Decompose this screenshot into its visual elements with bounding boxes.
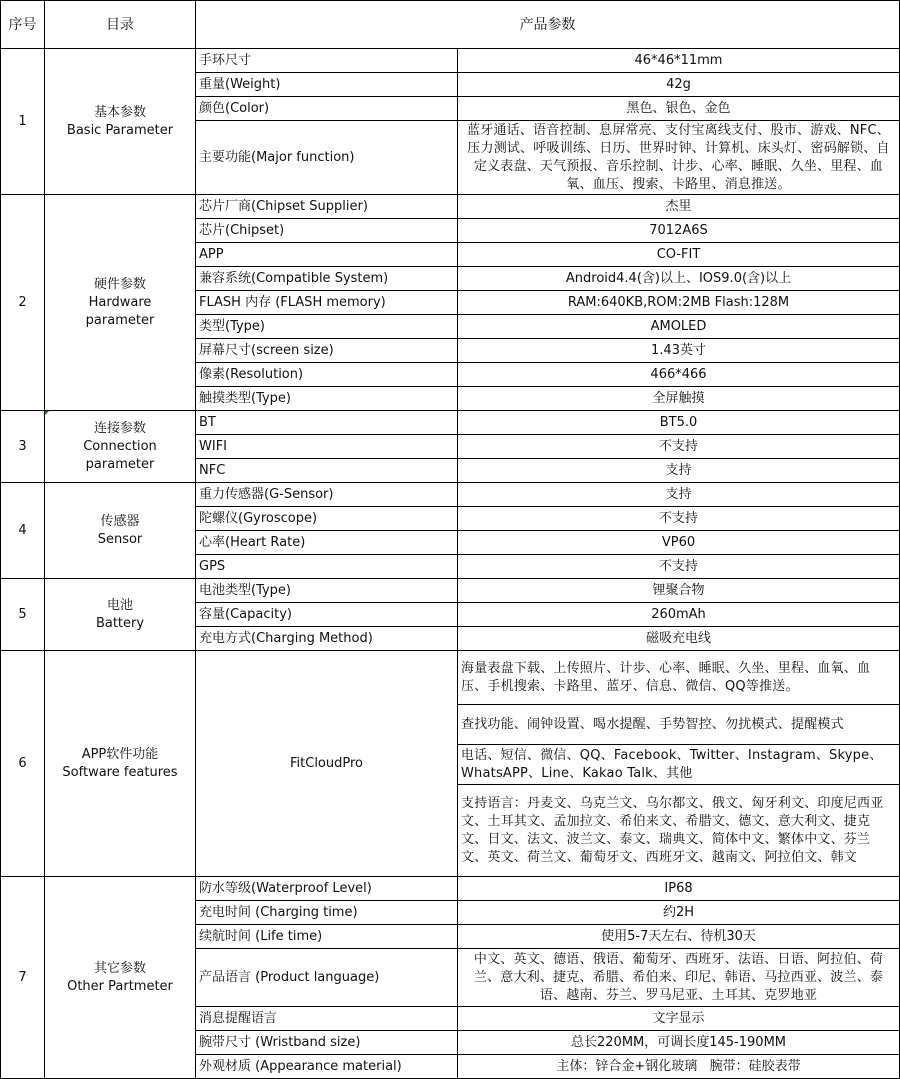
param-value: VP60 [458, 531, 900, 555]
param-label: BT [196, 411, 458, 435]
param-label: 兼容系统(Compatible System) [196, 267, 458, 291]
category-cn: 连接参数 [93, 420, 146, 436]
param-value: IP68 [458, 877, 900, 901]
section-category [45, 651, 196, 877]
category-en: Sensor [97, 531, 143, 547]
param-label: GPS [196, 555, 458, 579]
param-value: 锂聚合物 [458, 579, 900, 603]
param-value: 中文、英文、德语、俄语、葡萄牙、西班牙、法语、日语、阿拉伯、荷兰、意大利、捷克、希腊、希伯来、印尼、韩语、马拉西亚、波兰、泰语、越南、芬兰、罗马尼亚、土耳其、克罗地亚 [458, 949, 900, 1007]
param-label: 防水等级(Waterproof Level) [196, 877, 458, 901]
header-col-no: 序号 [1, 1, 45, 49]
param-label: 心率(Heart Rate) [196, 531, 458, 555]
param-label: 续航时间 (Life time) [196, 925, 458, 949]
param-value: 主体：锌合金+钢化玻璃 腕带：硅胶表带 [458, 1055, 900, 1079]
category-cn: APP软件功能 [81, 746, 159, 762]
app-feature: 电话、短信、微信、QQ、Facebook、Twitter、Instagram、Skype、WhatsAPP、Line、Kakao Talk、其他 [458, 745, 900, 785]
param-label: APP [196, 243, 458, 267]
category-cn: 其它参数 [93, 960, 146, 976]
param-value: 文字显示 [458, 1007, 900, 1031]
param-label: 屏幕尺寸(screen size) [196, 339, 458, 363]
param-value: RAM:640KB,ROM:2MB Flash:128M [458, 291, 900, 315]
param-value: 42g [458, 73, 900, 97]
section-no: 4 [1, 483, 45, 579]
param-value: 约2H [458, 901, 900, 925]
param-value: 杰里 [458, 195, 900, 219]
param-label: 像素(Resolution) [196, 363, 458, 387]
category-cn: 硬件参数 [93, 276, 146, 292]
param-value: 黑色、银色、金色 [458, 97, 900, 121]
param-label: 电池类型(Type) [196, 579, 458, 603]
param-label: 芯片(Chipset) [196, 219, 458, 243]
section-category [45, 483, 196, 579]
category-en: Basic Parameter [66, 122, 174, 138]
param-value: 不支持 [458, 555, 900, 579]
param-label: 主要功能(Major function) [196, 121, 458, 195]
param-value: CO-FIT [458, 243, 900, 267]
category-en: Other Partmeter [67, 978, 173, 994]
header-col-params: 产品参数 [196, 1, 900, 49]
category-en: Software features [62, 764, 178, 780]
param-value: 不支持 [458, 507, 900, 531]
param-label: 颜色(Color) [196, 97, 458, 121]
category-en: Connection [83, 438, 157, 454]
param-value: 全屏触摸 [458, 387, 900, 411]
param-label: 容量(Capacity) [196, 603, 458, 627]
section-no: 1 [1, 49, 45, 195]
section-category [45, 49, 196, 195]
param-value: 支持 [458, 459, 900, 483]
param-value: 46*46*11mm [458, 49, 900, 73]
category-cn: 传感器 [100, 513, 140, 529]
param-label: 芯片厂商(Chipset Supplier) [196, 195, 458, 219]
param-label: 手环尺寸 [196, 49, 458, 73]
section-category [45, 195, 196, 411]
app-name: FitCloudPro [196, 651, 458, 877]
category-cn: 基本参数 [93, 104, 146, 120]
param-label: 重量(Weight) [196, 73, 458, 97]
param-value: 总长220MM，可调长度145-190MM [458, 1031, 900, 1055]
section-no: 2 [1, 195, 45, 411]
section-category [45, 579, 196, 651]
app-feature: 海量表盘下载、上传照片、计步、心率、睡眠、久坐、里程、血氧、血压、手机搜索、卡路里、蓝牙、信息、微信、QQ等推送。 [458, 651, 900, 705]
param-value: BT5.0 [458, 411, 900, 435]
param-label: 触摸类型(Type) [196, 387, 458, 411]
param-label: 外观材质 (Appearance material) [196, 1055, 458, 1079]
param-label: 充电时间 (Charging time) [196, 901, 458, 925]
param-value: 不支持 [458, 435, 900, 459]
category-en-2: parameter [85, 312, 155, 328]
param-label: WIFI [196, 435, 458, 459]
category-en: Hardware [88, 294, 152, 310]
header-col-category: 目录 [45, 1, 196, 49]
param-label: 重力传感器(G-Sensor) [196, 483, 458, 507]
category-cn: 电池 [106, 597, 133, 613]
app-feature: 支持语言：丹麦文、乌克兰文、乌尔都文、俄文、匈牙利文、印度尼西亚文、土耳其文、孟加拉文、希伯来文、希腊文、德文、意大利文、捷克文、日文、法文、波兰文、泰文、瑞典文、简体中文、繁体中文、芬兰文、英文、荷兰文、葡萄牙文、西班牙文、越南文、阿拉伯文、韩文 [458, 785, 900, 877]
param-label: FLASH 内存 (FLASH memory) [196, 291, 458, 315]
param-value: 蓝牙通话、语音控制、息屏常亮、支付宝离线支付、股市、游戏、NFC、压力测试、呼吸训练、日历、世界时钟、计算机、床头灯、密码解锁、自定义表盘、天气预报、音乐控制、计步、心率、睡眠、久坐、里程、血氧、血压、搜索、卡路里、消息推送。 [458, 121, 900, 195]
param-label: 腕带尺寸 (Wristband size) [196, 1031, 458, 1055]
section-no: 7 [1, 877, 45, 1079]
param-value: 466*466 [458, 363, 900, 387]
param-value: 260mAh [458, 603, 900, 627]
section-category [45, 877, 196, 1079]
param-label: 产品语言 (Product language) [196, 949, 458, 1007]
param-value: 7012A6S [458, 219, 900, 243]
param-label: 充电方式(Charging Method) [196, 627, 458, 651]
section-no: 3 [1, 411, 45, 483]
section-category [45, 411, 196, 483]
app-feature: 查找功能、闹钟设置、喝水提醒、手势智控、勿扰模式、提醒模式 [458, 705, 900, 745]
category-en-2: parameter [85, 456, 155, 472]
param-label: 类型(Type) [196, 315, 458, 339]
param-value: 使用5-7天左右、待机30天 [458, 925, 900, 949]
section-no: 6 [1, 651, 45, 877]
param-label: 消息提醒语言 [196, 1007, 458, 1031]
param-value: 支持 [458, 483, 900, 507]
param-label: NFC [196, 459, 458, 483]
param-value: 1.43英寸 [458, 339, 900, 363]
param-label: 陀螺仪(Gyroscope) [196, 507, 458, 531]
category-en: Battery [95, 615, 145, 631]
param-value: 磁吸充电线 [458, 627, 900, 651]
section-no: 5 [1, 579, 45, 651]
param-value: AMOLED [458, 315, 900, 339]
param-value: Android4.4(含)以上、IOS9.0(含)以上 [458, 267, 900, 291]
